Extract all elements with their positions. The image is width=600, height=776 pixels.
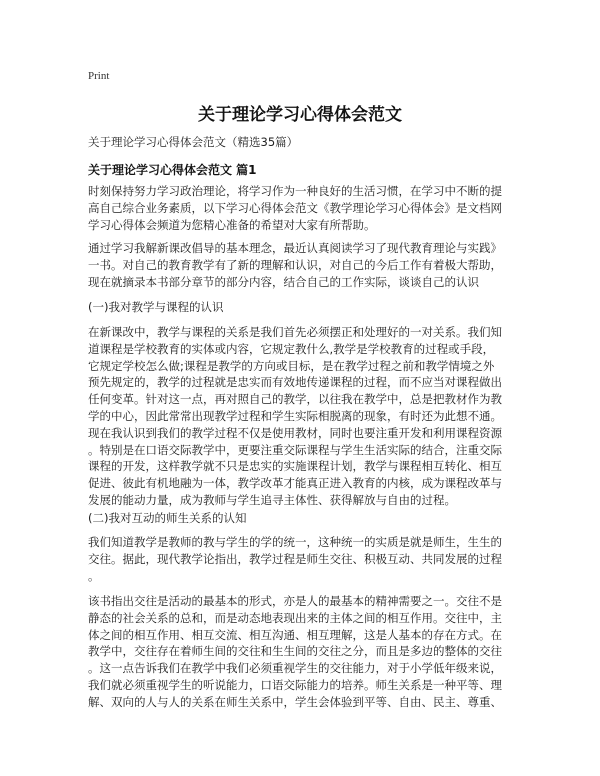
document-title: 关于理论学习心得体会范文 (198, 105, 402, 125)
body-paragraph-2 (88, 324, 524, 509)
document-subtitle: 关于理论学习心得体会范文（精选35篇） (88, 135, 299, 149)
paragraph-line: 。 (88, 568, 100, 583)
body-paragraph-1 (88, 240, 524, 290)
paragraph-line: 静态的社会关系的总和，而是动态地表现出来的主体之间的相互作用。交往中，主 (88, 610, 502, 625)
paragraph-line: 。这一点告诉我们在教学中我们必须重视学生的交往能力，对于小学低年级来说， (88, 661, 502, 676)
paragraph-line: 通过学习我解新课改倡导的基本理念，最近认真阅读学习了现代教育理论与实践》 (88, 241, 502, 255)
paragraph-line: 解、双向的人与人的关系在师生关系中，学生会体验到平等、自由、民主、尊重、 (88, 694, 502, 709)
paragraph-line: 在新课改中，教学与课程的关系是我们首先必须摆正和处理好的一对关系。我们知 (88, 325, 502, 339)
paragraph-line: 促进、彼此有机地融为一体，教学改革才能真正进入教育的内核，成为课程改革与 (88, 476, 502, 491)
paragraph-line: 预先规定的，教学的过程就是忠实而有效地传递课程的过程，而不应当对课程做出 (88, 375, 502, 390)
body-paragraph-4 (88, 593, 524, 711)
subheading-relationship: (二)我对互动的师生关系的认知 (88, 511, 247, 525)
paragraph-line: 高自己综合业务素质，以下学习心得体会范文《教学理论学习心得体会》是文档网 (88, 200, 502, 215)
paragraph-line: 交往。据此，现代教学论指出，教学过程是师生交往、积极互动、共同发展的过程 (88, 551, 502, 566)
subheading-curriculum: (一)我对教学与课程的认识 (88, 300, 224, 314)
body-paragraph-3 (88, 534, 524, 584)
paragraph-line: 课程的开发，这样教学就不只是忠实的实施课程计划，教学与课程相互转化、相互 (88, 459, 502, 474)
paragraph-line: 我们知道教学是教师的教与学生的学的统一，这种统一的实质是就是师生，生生的 (88, 535, 502, 549)
paragraph-line: 教学中，交往存在着师生间的交往和生生间的交往之分，而且是多边的整体的交往 (88, 644, 502, 659)
section-heading: 关于理论学习心得体会范文 篇1 (88, 163, 257, 177)
paragraph-line: 。特别是在口语交际教学中，更要注重交际课程与学生生活实际的结合，注重交际 (88, 442, 502, 457)
intro-paragraph (88, 183, 524, 233)
paragraph-line: 学习心得体会频道为您精心准备的希望对大家有所帮助。 (88, 217, 376, 232)
paragraph-line: 道课程是学校教育的实体或内容，它规定教什么,教学是学校教育的过程或手段， (88, 341, 495, 356)
paragraph-line: 时刻保持努力学习政治理论，将学习作为一种良好的生活习惯，在学习中不断的提 (88, 184, 502, 198)
paragraph-line: 一书。对自己的教育教学有了新的理解和认识，对自己的今后工作有着极大帮助， (88, 257, 502, 272)
paragraph-line: 现在我认识到我们的教学过程不仅是使用教材，同时也要注重开发和利用课程资源 (88, 425, 502, 440)
paragraph-line: 发展的能动力量，成为教师与学生追寻主体性、获得解放与自由的过程。 (88, 492, 456, 507)
paragraph-line: 任何变革。针对这一点，再对照自己的教学，以往我在教学中，总是把教材作为教 (88, 392, 502, 407)
paragraph-line: 我们就必须重视学生的听说能力，口语交际能力的培养。师生关系是一种平等、理 (88, 677, 502, 692)
paragraph-line: 学的中心，因此常常出现教学过程和学生实际相脱离的现象，有时还为此想不通。 (88, 408, 502, 423)
paragraph-line: 它规定学校怎么做;课程是教学的方向或目标，是在教学过程之前和教学情境之外 (88, 358, 495, 373)
print-label: Print (88, 70, 110, 82)
paragraph-line: 体之间的相互作用、相互交流、相互沟通、相互理解，这是人基本的存在方式。在 (88, 627, 502, 642)
paragraph-line: 现在就摘录本书部分章节的部分内容，结合自己的工作实际，谈谈自己的认识 (88, 274, 479, 289)
paragraph-line: 该书指出交往是活动的最基本的形式，亦是人的最基本的精神需要之一。交往不是 (88, 594, 502, 608)
